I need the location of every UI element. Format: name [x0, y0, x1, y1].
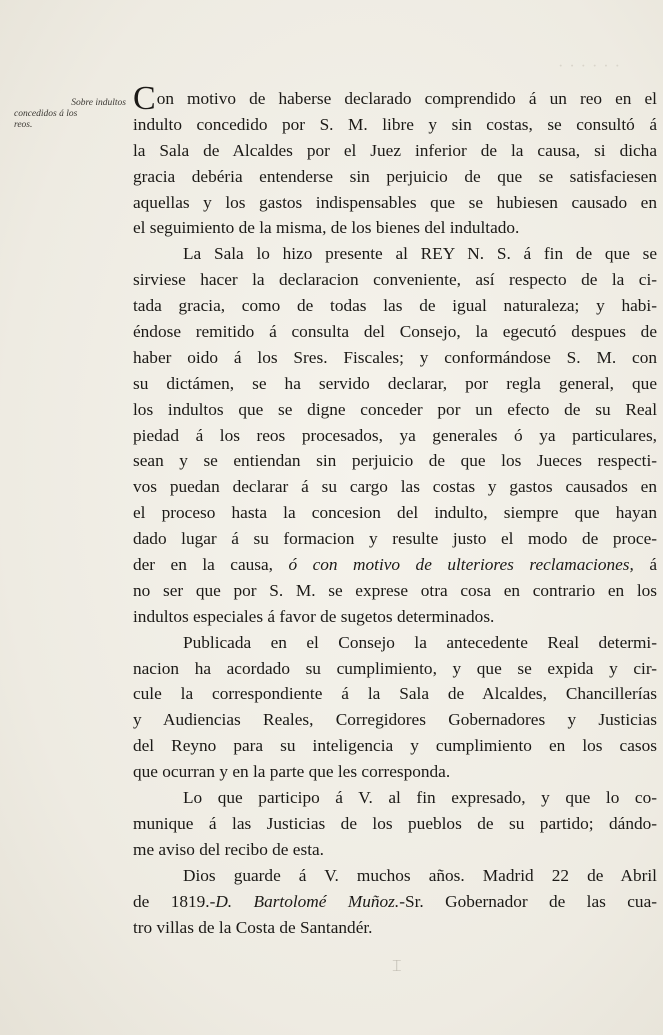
text-line: tada gracia, como de todas las de igual naturaleza; y habi- — [133, 296, 657, 316]
text-line: dado lugar á su formacion y resulte justo el modo de proce- — [133, 529, 657, 549]
text-line: de 1819.-D. Bartolomé Muñoz.-Sr. Gobernador de las cua- — [133, 891, 657, 911]
text-line: vos puedan declarar á su cargo las costas y gastos causados en — [133, 477, 657, 497]
text-line: el proceso hasta la concesion del indulto, siempre que hayan — [133, 503, 657, 523]
text-line: su dictámen, se ha servido declarar, por regla general, que — [133, 373, 657, 393]
text-line: Dios guarde á V. muchos años. Madrid 22 de Abril — [183, 865, 657, 885]
faint-mark-icon: ⌶ — [392, 958, 402, 975]
text-line: Lo que participo á V. al fin expresado, y que lo co- — [183, 788, 657, 808]
bleed-through-text: · · · · · · — [557, 58, 620, 75]
text-line: aquellas y los gastos indispensables que se hubiesen causado en — [133, 192, 657, 212]
text-line: piedad á los reos procesados, ya generales ó ya particulares, — [133, 425, 657, 445]
text-line: y Audiencias Reales, Corregidores Gobernadores y Justicias — [133, 710, 657, 730]
text-line: la Sala de Alcaldes por el Juez inferior de la causa, si dicha — [133, 140, 657, 160]
text-line: indultos especiales á favor de sugetos determinados. — [133, 606, 495, 626]
italic-phrase: ó con motivo de ulteriores reclamaciones, — [288, 555, 634, 575]
text-line: Publicada en el Consejo la antecedente Real determi- — [183, 632, 657, 652]
text-line: no ser que por S. M. se exprese otra cosa en contrario en los — [133, 580, 657, 600]
text-line: del Reyno para su inteligencia y cumplimiento en los casos — [133, 736, 657, 756]
margin-note-line: concedidos á los — [14, 109, 78, 119]
text-line: nacion ha acordado su cumplimiento, y que se expida y cir- — [133, 658, 657, 678]
text-line: indulto concedido por S. M. libre y sin costas, se consultó á — [133, 114, 657, 134]
drop-cap: C — [133, 86, 156, 112]
margin-note-line: reos. — [14, 120, 33, 130]
text-line: me aviso del recibo de esta. — [133, 839, 324, 859]
faint-stain — [34, 172, 118, 216]
body-text — [133, 86, 657, 940]
text-line: La Sala lo hizo presente al REY N. S. á fin de que se — [183, 244, 657, 264]
text-line: el seguimiento de la misma, de los bienes del indultado. — [133, 218, 520, 238]
text-line: que ocurran y en la parte que les corresponda. — [133, 762, 451, 782]
text-line: éndose remitido á consulta del Consejo, la egecutó despues de — [133, 322, 657, 342]
signatory-name: D. Bartolomé Muñoz. — [215, 891, 400, 911]
text-line: sean y se entiendan sin perjuicio de que los Jueces respecti- — [133, 451, 657, 471]
text-line: cule la correspondiente á la Sala de Alcaldes, Chancillerías — [133, 684, 657, 704]
margin-note — [14, 98, 126, 131]
text-line: munique á las Justicias de los pueblos de su partido; dándo- — [133, 813, 657, 833]
text-line: haber oido á los Sres. Fiscales; y conformándose S. M. con — [133, 347, 657, 367]
margin-note-line: Sobre indultos — [71, 98, 126, 108]
text-line: gracia debéria entenderse sin perjuicio de que se satisfaciesen — [133, 166, 657, 186]
text-line: Con motivo de haberse declarado comprendido á un reo en el — [133, 86, 657, 112]
text-line: tro villas de la Costa de Santandér. — [133, 917, 373, 937]
text-line: los indultos que se digne conceder por un efecto de su Real — [133, 399, 657, 419]
text-line: der en la causa, ó con motivo de ulteriores reclamaciones, á — [133, 555, 657, 575]
text-line: sirviese hacer la declaracion conveniente, así respecto de la ci- — [133, 270, 657, 290]
